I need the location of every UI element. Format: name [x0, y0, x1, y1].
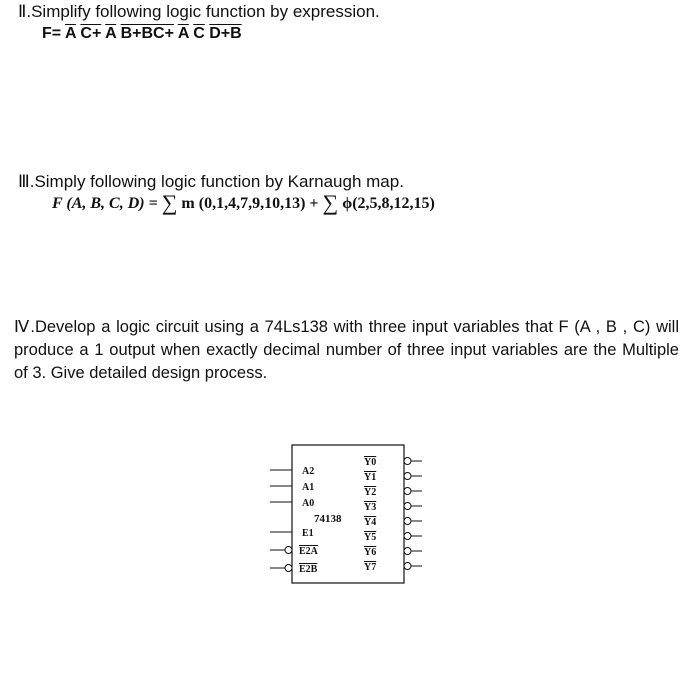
- sum-symbol-2: ∑: [322, 190, 339, 215]
- label-y4: Y4: [364, 517, 377, 528]
- label-e2a: E2A: [299, 546, 318, 557]
- term-3-a: $\overline{A}$: [177, 25, 189, 42]
- term-3-b: $\overline{C}$: [193, 25, 205, 42]
- term-1-a: $\overline{A}$: [64, 25, 76, 42]
- question-2-heading: Ⅱ.Simplify following logic function by expression.: [18, 2, 380, 21]
- label-y1: Y1: [364, 472, 377, 483]
- minterms: m (0,1,4,7,9,10,13): [181, 195, 306, 212]
- expr-prefix: F=: [42, 25, 62, 42]
- question-4-text: Ⅳ.Develop a logic circuit using a 74Ls138 with three input variables that F (A , B , C) will produce a 1 output when exactly decimal number of three input variables are the Multiple of 3. Give detailed design process.: [14, 318, 679, 382]
- label-y7: Y7: [364, 562, 377, 573]
- term-2-a: $\overline{A}$: [105, 25, 117, 42]
- bubble-e2b: [285, 565, 292, 572]
- function-lhs: F (A, B, C, D) =: [52, 195, 158, 212]
- label-y3: Y3: [364, 502, 377, 513]
- label-e1: E1: [302, 528, 314, 539]
- label-y5: Y5: [364, 532, 377, 543]
- sum-symbol: ∑: [161, 190, 178, 215]
- term-1-b: C+: [80, 25, 102, 42]
- label-y6: Y6: [364, 547, 377, 558]
- decoder-74138-diagram: [262, 440, 422, 590]
- label-a0: A0: [302, 498, 315, 509]
- label-a1: A1: [302, 482, 315, 493]
- label-e2b: E2B: [299, 564, 318, 575]
- chip-part-number: 74138: [314, 513, 342, 525]
- term-2-b: B+BC+: [120, 25, 174, 42]
- term-3-c: D+B: [209, 25, 242, 42]
- question-2-expression: [42, 25, 242, 43]
- bubble-e2a: [285, 547, 292, 554]
- label-y2: Y2: [364, 487, 377, 498]
- output-pins: [404, 458, 422, 570]
- question-3-heading: Ⅲ.Simply following logic function by Karnaugh map.: [18, 172, 404, 191]
- plus-sign: +: [309, 195, 319, 212]
- label-a2: A2: [302, 466, 315, 477]
- label-y0: Y0: [364, 457, 377, 468]
- question-3-expression: [52, 190, 435, 216]
- dont-cares: ϕ(2,5,8,12,15): [342, 195, 435, 212]
